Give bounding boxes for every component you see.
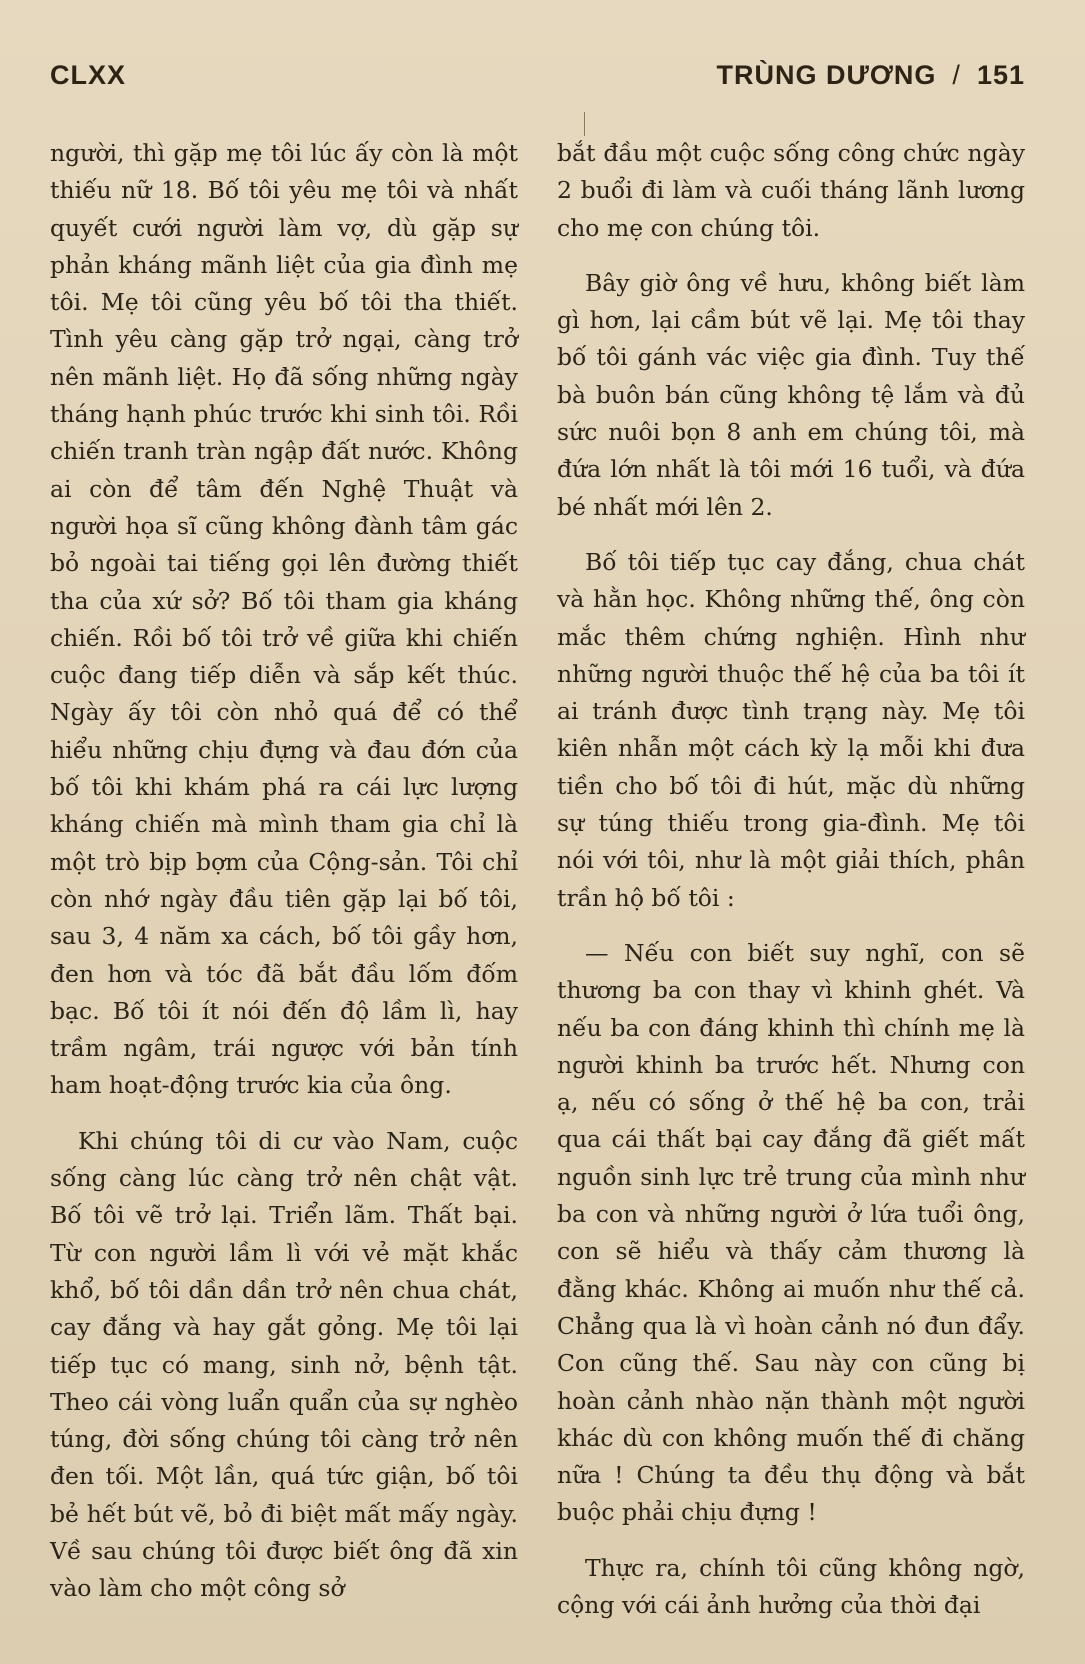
author-title: TRÙNG DƯƠNG	[716, 60, 937, 90]
paragraph: Thực ra, chính tôi cũng không ngờ, cộng với cái ảnh hưởng của thời đại	[557, 1553, 1025, 1619]
section-label: CLXX	[50, 60, 127, 90]
margin-mark	[584, 112, 585, 136]
dialogue-paragraph: — Nếu con biết suy nghĩ, con sẽ thương ba con thay vì khinh ghét. Và nếu ba con đáng khinh thì chính mẹ là người khinh ba trước hết. Nhưng con ạ, nếu có sống ở thế hệ ba con, trải qua cái thất bại cay đắng đã giết mất nguồn sinh lực trẻ trung của mình như ba con và những người ở lứa tuổi ông, con sẽ hiểu và thấy cảm thương là đằng khác. Không ai muốn như thế cả. Chẳng qua là vì hoàn cảnh nó đun đẩy. Con cũng thế. Sau này con cũng bị hoàn cảnh nhào nặn thành một người khác dù con không muốn thế đi chăng nữa ! Chúng ta đều thụ động và bắt buộc phải chịu đựng !	[557, 938, 1025, 1527]
right-column	[557, 135, 1025, 1624]
left-column	[50, 135, 518, 1608]
paragraph: bắt đầu một cuộc sống công chức ngày 2 buổi đi làm và cuối tháng lãnh lương cho mẹ con chúng tôi.	[557, 139, 1025, 242]
paragraph: Khi chúng tôi di cư vào Nam, cuộc sống càng lúc càng trở nên chật vật. Bố tôi vẽ trở lại. Triển lãm. Thất bại. Từ con người lầm lì với vẻ mặt khắc khổ, bố tôi dần dần trở nên chua chát, cay đắng và hay gắt gỏng. Mẹ tôi lại tiếp tục có mang, sinh nở, bệnh tật. Theo cái vòng luẩn quẩn của sự nghèo túng, đời sống chúng tôi càng trở nên đen tối. Một lần, quá tức giận, bố tôi bẻ hết bút vẽ, bỏ đi biệt mất mấy ngày. Về sau chúng tôi được biết ông đã xin vào làm cho một công sở	[50, 1126, 518, 1603]
paragraph: người, thì gặp mẹ tôi lúc ấy còn là một thiếu nữ 18. Bố tôi yêu mẹ tôi và nhất quyết cưới người làm vợ, dù gặp sự phản kháng mãnh liệt của gia đình mẹ tôi. Mẹ tôi cũng yêu bố tôi tha thiết. Tình yêu càng gặp trở ngại, càng trở nên mãnh liệt. Họ đã sống những ngày tháng hạnh phúc trước khi sinh tôi. Rồi chiến tranh tràn ngập đất nước. Không ai còn để tâm đến Nghệ Thuật và người họa sĩ cũng không đành tâm gác bỏ ngoài tai tiếng gọi lên đường thiết tha của xứ sở? Bố tôi tham gia kháng chiến. Rồi bố tôi trở về giữa khi chiến cuộc đang tiếp diễn và sắp kết thúc. Ngày ấy tôi còn nhỏ quá để có thể hiểu những chịu đựng và đau đớn của bố tôi khi khám phá ra cái lực lượng kháng chiến mà mình tham gia chỉ là một trò bịp bợm của Cộng-sản. Tôi chỉ còn nhớ ngày đầu tiên gặp lại bố tôi, sau 3, 4 năm xa cách, bố tôi gầy hơn, đen hơn và tóc đã bắt đầu lốm đốm bạc. Bố tôi ít nói đến độ lầm lì, hay trầm ngâm, trái ngược với bản tính ham hoạt-động trước kia của ông.	[50, 139, 518, 1100]
running-title	[717, 60, 1026, 91]
page-number: 151	[976, 60, 1025, 90]
page-header	[50, 60, 1025, 100]
paragraph: Bây giờ ông về hưu, không biết làm gì hơn, lại cầm bút vẽ lại. Mẹ tôi thay bố tôi gánh vác việc gia đình. Tuy thế bà buôn bán cũng không tệ lắm và đủ sức nuôi bọn 8 anh em chúng tôi, mà đứa lớn nhất là tôi mới 16 tuổi, và đứa bé nhất mới lên 2.	[557, 268, 1025, 521]
paragraph: Bố tôi tiếp tục cay đắng, chua chát và hằn học. Không những thế, ông còn mắc thêm chứng nghiện. Hình như những người thuộc thế hệ của ba tôi ít ai tránh được tình trạng này. Mẹ tôi kiên nhẫn một cách kỳ lạ mỗi khi đưa tiền cho bố tôi đi hút, mặc dù những sự túng thiếu trong gia-đình. Mẹ tôi nói với tôi, như là một giải thích, phân trần hộ bố tôi :	[557, 547, 1025, 912]
header-separator: /	[952, 60, 961, 90]
